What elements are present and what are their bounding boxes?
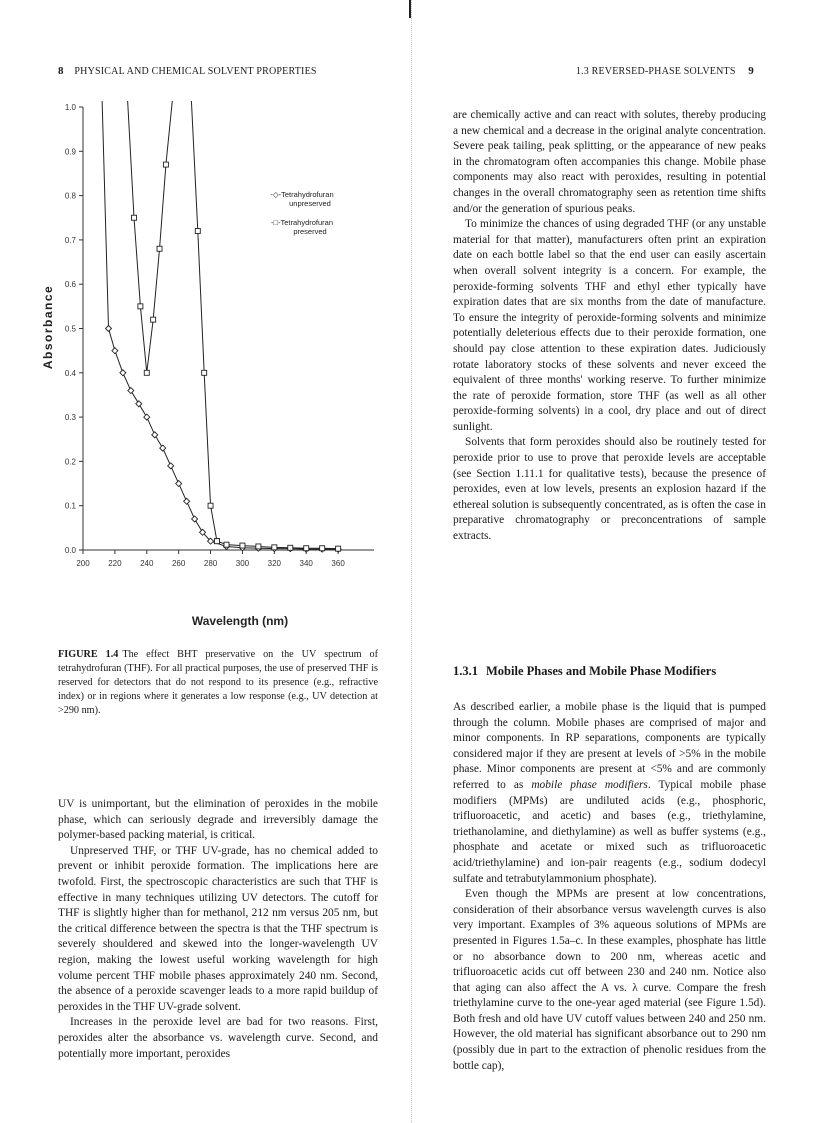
p4-part-a: As described earlier, a mobile phase is the liquid that is pumped through the column. Mobile phases are comprised of major and minor components. In RP separations, components are typically considered major if they are present at levels of >5% in the mobile phase. Minor components are present at <5% and are commonly referred to as (453, 701, 766, 791)
x-tick-label: 240 (140, 559, 154, 568)
section-number: 1.3.1 (453, 664, 478, 678)
right-paragraph-1: are chemically active and can react with solutes, thereby producing a new chemical and a decrease in the original analyte concentration. Severe peak tailing, peak splitting, or the appearance of new peaks in the chromatogram often accompanies this change. Mobile phase components may also react with peroxides, resulting in potential changes in the overall chromatography seen as retention time shifts and/or the generation of spurious peaks. (453, 109, 766, 215)
uv-spectrum-chart (40, 95, 400, 640)
data-point-diamond (112, 348, 118, 354)
y-tick-label: 0.6 (64, 280, 76, 290)
data-point-diamond (136, 401, 142, 407)
left-running-header (58, 65, 317, 77)
data-point-square (151, 317, 156, 322)
data-point-diamond (106, 326, 112, 332)
right-paragraph-5: Even though the MPMs are present at low concentrations, consideration of their absorbance versus wavelength curves is also very important. Examples of 3% aqueous solutions of MPMs are presented in Figures 1.5a–c. In these examples, phosphate has little or no absorbance down to 200 nm, whereas acetic and trifluoroacetic acids cut off between 230 and 240 nm. Notice also that aging can also affect the A vs. λ curve. Compare the fresh triethylamine curve to the one-year aged material (see Figure 1.5d). Both fresh and old have UV cutoff values between 240 and 250 nm. However, the old material has significant absorbance out to 290 nm (possibly due in part to the extraction of phenolic residues from the bottle cap), (453, 888, 766, 1072)
x-tick-label: 280 (203, 559, 218, 568)
right-column-text-top (453, 108, 766, 545)
data-point-square (144, 370, 149, 375)
x-tick-label: 200 (76, 559, 90, 568)
series-line-2 (128, 101, 173, 373)
x-tick-label: 300 (235, 559, 250, 568)
binding-mark (409, 0, 411, 18)
y-tick-label: 0.9 (64, 147, 76, 157)
legend-entry-2: -□-Tetrahydrofuran (270, 218, 334, 227)
y-tick-label: 0.1 (64, 501, 76, 511)
page-gutter (411, 0, 413, 1123)
p4-part-b: . Typical mobile phase modifiers (MPMs) are undiluted acids (e.g., phosphoric, trifluoroacetic, and acetic) and bases (e.g., triethylamine, triethanolamine, and diethylamine) as well as buffer systems (e.g., phosphate and acetate or mixed such as trifluoroacetic acid/triethylamine) and ion-pair reagents (e.g., sodium dodecyl sulfate and tetrabutylammonium phosphate). (453, 778, 766, 885)
left-column-text (58, 797, 378, 1062)
right-header-title: 1.3 REVERSED-PHASE SOLVENTS (575, 66, 736, 77)
figure-caption (58, 648, 378, 718)
right-page-number: 9 (748, 65, 754, 77)
left-page-number: 8 (58, 65, 64, 77)
data-point-diamond (168, 463, 174, 469)
right-column-text-bottom (453, 700, 766, 1074)
left-header-title: PHYSICAL AND CHEMICAL SOLVENT PROPERTIES (74, 66, 317, 77)
data-point-diamond (176, 481, 182, 487)
x-tick-label: 260 (171, 559, 186, 568)
p4-emphasis: mobile phase modifiers (531, 778, 648, 791)
x-axis-label: Wavelength (nm) (191, 614, 289, 628)
figure-caption-text: The effect BHT preservative on the UV spectrum of tetrahydrofuran (THF). For all practical purposes, the use of preserved THF is reserved for detectors that do not respond to its presence (e.g., refractive index) or in regions where it generates a low response (e.g., UV detection at >290 nm). (58, 649, 379, 716)
data-point-square (320, 546, 325, 551)
y-tick-label: 0.7 (64, 235, 76, 245)
right-running-header (576, 65, 754, 77)
data-point-square (157, 246, 162, 251)
legend-entry-1-sub: unpreserved (289, 199, 331, 208)
figure-label: FIGURE 1.4 (58, 649, 119, 660)
left-paragraph-2: Unpreserved THF, or THF UV-grade, has no chemical added to prevent or inhibit peroxide formation. The implications here are twofold. First, the spectroscopic characteristics are such that THF is effective in many techniques utilizing UV detectors. The cutoff for THF is slightly higher than for methanol, 212 nm versus 205 nm, but the critical difference between the spectra is that the THF spectrum is severely shouldered and skewed into the longer-wavelength UV region, making the lowest useful working wavelength for high volume percent THF mobile phases approximately 240 nm. Second, the absence of a peroxide scavenger leads to a more rapid buildup of peroxides in the THF UV-grade solvent. (58, 844, 378, 1013)
left-paragraph-1: UV is unimportant, but the elimination of peroxides in the mobile phase, which can seriously degrade and irreversibly damage the polymer-based packing material, is critical. (58, 798, 378, 842)
series-line-1 (102, 101, 338, 549)
x-tick-label: 360 (331, 559, 345, 568)
y-tick-label: 0.4 (64, 368, 76, 378)
section-heading (453, 664, 716, 679)
series-line-3 (191, 101, 217, 541)
right-paragraph-3: Solvents that form peroxides should also be routinely tested for peroxide prior to use to prove that peroxide levels are acceptable (see Section 1.11.1 for qualitative tests), because the presence of peroxides, even at low levels, presents an explosion hazard if the ethereal solution is subsequently concentrated, as is often the case in preparative chromatography or preconcentrations of sample extracts. (453, 436, 766, 543)
x-tick-label: 320 (267, 559, 282, 568)
data-point-square (256, 544, 261, 549)
section-title: Mobile Phases and Mobile Phase Modifiers (486, 664, 717, 678)
data-point-square (208, 503, 213, 508)
chart-svg (40, 95, 400, 640)
right-paragraph-4 (453, 700, 766, 887)
data-point-square (224, 542, 229, 547)
data-point-square (163, 162, 168, 167)
data-point-square (336, 546, 341, 551)
x-tick-label: 220 (108, 559, 122, 568)
data-point-diamond (120, 370, 126, 376)
data-point-square (138, 304, 143, 309)
data-point-diamond (184, 498, 190, 504)
x-tick-label: 340 (299, 559, 313, 568)
data-point-square (214, 539, 219, 544)
y-tick-label: 0.3 (64, 413, 76, 423)
y-tick-label: 0.2 (64, 457, 76, 467)
data-point-square (272, 545, 277, 550)
y-tick-label: 0.8 (64, 191, 76, 201)
data-point-square (132, 215, 137, 220)
left-paragraph-3: Increases in the peroxide level are bad for two reasons. First, peroxides alter the absorbance vs. wavelength curve. Second, and potentially more important, peroxides (58, 1016, 378, 1060)
y-axis-label: Absorbance (41, 284, 55, 370)
y-tick-label: 0.0 (64, 546, 76, 555)
data-point-diamond (128, 388, 134, 394)
data-point-square (195, 229, 200, 234)
legend-entry-2-sub: preserved (293, 227, 327, 236)
right-paragraph-2: To minimize the chances of using degraded THF (or any unstable material for that matter), manufacturers often print an expiration date on each bottle label so that the end user can easily ascertain when overall solvent integrity is a concern. For example, the peroxide-forming solvents THF and ethyl ether typically have expiration dates that are six months from the date of manufacture. To ensure the integrity of peroxide-forming solvents and minimize potentially deleterious effects due to their peroxide formation, one should pay close attention to these expiration dates. Judiciously rotate laboratory stocks of these solvents and never exceed the equivalent of three months' working reserve. To further minimize the rate of peroxide formation, store THF (as well as all other peroxide-forming solvents) in a cool, dry place and out of direct sunlight. (453, 218, 766, 433)
data-point-square (304, 546, 309, 551)
data-point-square (202, 370, 207, 375)
data-point-square (288, 545, 293, 550)
y-tick-label: 0.5 (64, 324, 76, 334)
data-point-diamond (160, 445, 166, 451)
data-point-diamond (152, 432, 158, 438)
data-point-diamond (144, 414, 150, 420)
data-point-diamond (192, 516, 198, 522)
y-tick-label: 1.0 (64, 103, 76, 112)
legend-entry-1: -◇-Tetrahydrofuran (270, 190, 334, 199)
data-point-square (240, 543, 245, 548)
